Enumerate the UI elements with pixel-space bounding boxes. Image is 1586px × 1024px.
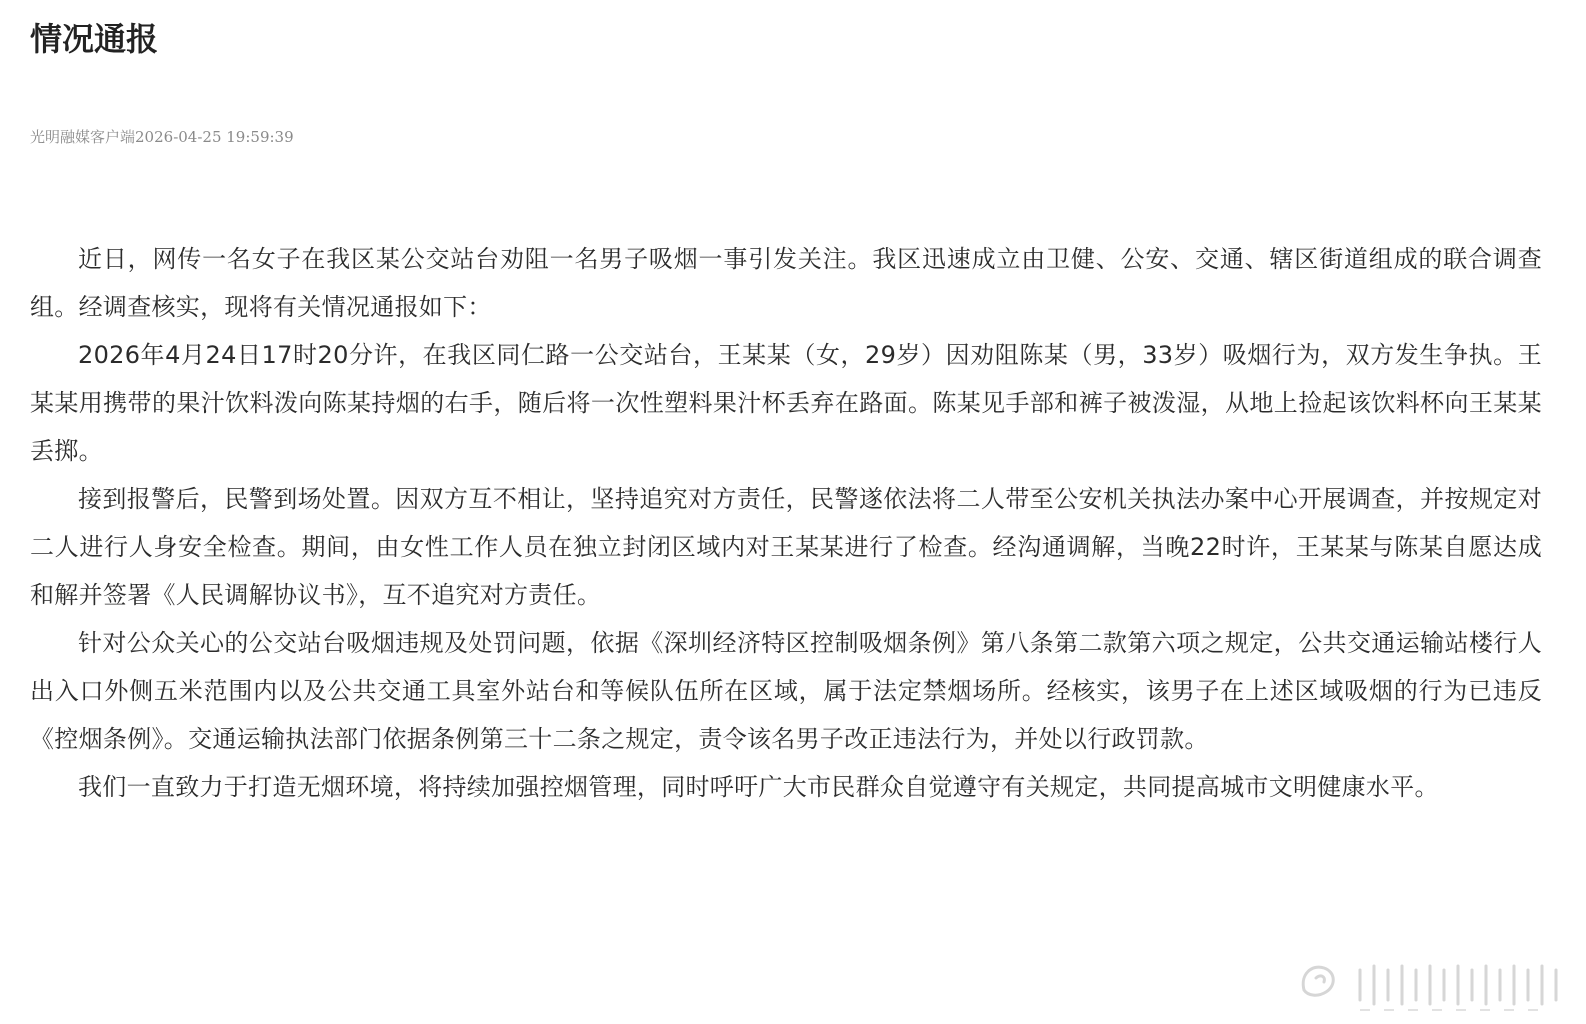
article-body (30, 235, 1542, 811)
paragraph-police-handling: 接到报警后，民警到场处置。因双方互不相让，坚持追究对方责任，民警遂依法将二人带至公安机关执法办案中心开展调查，并按规定对二人进行人身安全检查。期间，由女性工作人员在独立封闭区域内对王某某进行了检查。经沟通调解，当晚22时许，王某某与陈某自愿达成和解并签署《人民调解协议书》，互不追究对方责任。 (30, 485, 1542, 609)
article-meta (30, 127, 294, 147)
article-date: 2026-04-25 19:59:39 (135, 128, 294, 146)
paragraph-incident: 2026年4月24日17时20分许，在我区同仁路一公交站台，王某某（女，29岁）因劝阻陈某（男，33岁）吸烟行为，双方发生争执。王某某用携带的果汁饮料泼向陈某持烟的右手，随后将一次性塑料果汁杯丢弃在路面。陈某见手部和裤子被泼湿，从地上捡起该饮料杯向王某某丢掷。 (30, 341, 1542, 465)
page-title: 情况通报 (30, 20, 159, 58)
article-source: 光明融媒客户端 (30, 128, 136, 146)
watermark-logo-icon (1290, 956, 1565, 1016)
paragraph-regulation: 针对公众关心的公交站台吸烟违规及处罚问题，依据《深圳经济特区控制吸烟条例》第八条第二款第六项之规定，公共交通运输站楼行人出入口外侧五米范围内以及公共交通工具室外站台和等候队伍所在区域，属于法定禁烟场所。经核实，该男子在上述区域吸烟的行为已违反《控烟条例》。交通运输执法部门依据条例第三十二条之规定，责令该名男子改正违法行为，并处以行政罚款。 (30, 629, 1542, 753)
paragraph-closing: 我们一直致力于打造无烟环境，将持续加强控烟管理，同时呼吁广大市民群众自觉遵守有关规定，共同提高城市文明健康水平。 (78, 773, 1439, 801)
paragraph-intro: 近日，网传一名女子在我区某公交站台劝阻一名男子吸烟一事引发关注。我区迅速成立由卫健、公安、交通、辖区街道组成的联合调查组。经调查核实，现将有关情况通报如下： (30, 245, 1542, 321)
